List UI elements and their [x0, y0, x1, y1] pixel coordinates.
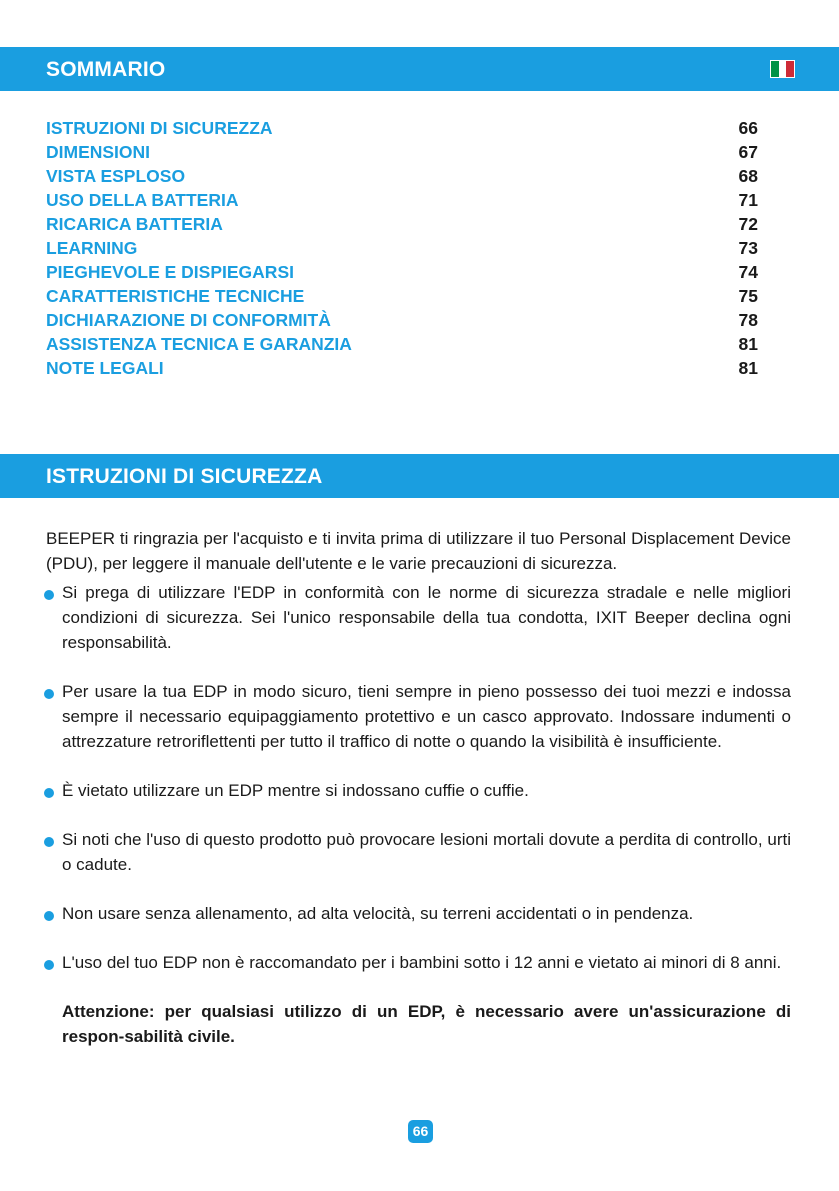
toc-item-page: 72	[738, 214, 758, 234]
bullet-dot-icon	[44, 960, 54, 970]
list-item	[28, 778, 791, 803]
toc-item-page: 67	[738, 142, 758, 162]
toc-item[interactable]	[46, 260, 758, 284]
list-item-text: Si prega di utilizzare l'EDP in conformità con le norme di sicurezza stradale e nelle migliori condizioni di sicurezza. Sei l'unico responsabile della tua condotta, IXIT Beeper declina ogni responsabilità.	[62, 583, 791, 652]
toc-item[interactable]	[46, 332, 758, 356]
insurance-warning: Attenzione: per qualsiasi utilizzo di un EDP, è necessario avere un'assicurazione di respon-sabilità civile.	[62, 1002, 791, 1046]
toc-item-page: 75	[738, 286, 758, 306]
toc-item-label: ISTRUZIONI DI SICUREZZA	[46, 118, 273, 138]
list-item	[28, 679, 791, 754]
toc-item-label: PIEGHEVOLE E DISPIEGARSI	[46, 262, 294, 282]
list-item	[28, 827, 791, 877]
toc-item-label: VISTA ESPLOSO	[46, 166, 186, 186]
toc-item-label: NOTE LEGALI	[46, 358, 164, 378]
toc-item[interactable]	[46, 212, 758, 236]
toc-item-page: 78	[738, 310, 758, 330]
toc-item[interactable]	[46, 116, 758, 140]
toc-item[interactable]	[46, 188, 758, 212]
table-of-contents	[46, 116, 758, 380]
list-item-text: Si noti che l'uso di questo prodotto può provocare lesioni mortali dovute a perdita di controllo, urti o cadute.	[62, 830, 791, 874]
toc-item-label: DICHIARAZIONE DI CONFORMITÀ	[46, 310, 331, 330]
list-item	[28, 580, 791, 655]
list-item-text: L'uso del tuo EDP non è raccomandato per i bambini sotto i 12 anni e vietato ai minori di 8 anni.	[62, 953, 782, 972]
page-number-badge: 66	[408, 1120, 433, 1143]
toc-item[interactable]	[46, 308, 758, 332]
toc-item-page: 73	[738, 238, 758, 258]
intro-paragraph: BEEPER ti ringrazia per l'acquisto e ti invita prima di utilizzare il tuo Personal Displacement Device (PDU), per leggere il manuale dell'utente e le varie precauzioni di sicurezza.	[46, 529, 791, 573]
bullet-dot-icon	[44, 689, 54, 699]
toc-item[interactable]	[46, 164, 758, 188]
toc-item-label: USO DELLA BATTERIA	[46, 190, 239, 210]
toc-item-label: LEARNING	[46, 238, 138, 258]
toc-item-page: 81	[738, 334, 758, 354]
toc-item-page: 74	[738, 262, 758, 282]
toc-item-page: 71	[738, 190, 758, 210]
toc-item[interactable]	[46, 356, 758, 380]
bullet-dot-icon	[44, 837, 54, 847]
toc-item[interactable]	[46, 236, 758, 260]
toc-item-label: DIMENSIONI	[46, 142, 151, 162]
toc-item-label: ASSISTENZA TECNICA E GARANZIA	[46, 334, 352, 354]
list-item-text: Non usare senza allenamento, ad alta velocità, su terreni accidentati o in pendenza.	[62, 904, 694, 923]
list-item	[28, 901, 791, 926]
bullet-dot-icon	[44, 788, 54, 798]
toc-item[interactable]	[46, 284, 758, 308]
safety-list	[28, 580, 791, 1049]
list-item-text: È vietato utilizzare un EDP mentre si indossano cuffie o cuffie.	[62, 781, 529, 800]
summary-title: SOMMARIO	[46, 58, 166, 81]
toc-item-page: 68	[738, 166, 758, 186]
toc-item-page: 81	[738, 358, 758, 378]
toc-item-label: CARATTERISTICHE TECNICHE	[46, 286, 305, 306]
toc-item-label: RICARICA BATTERIA	[46, 214, 223, 234]
safety-header	[0, 454, 839, 498]
list-item-text: Per usare la tua EDP in modo sicuro, tieni sempre in pieno possesso dei tuoi mezzi e indossa sempre il necessario equipaggiamento protettivo e un casco approvato. Indossare indumenti o attrezzature retroriflettenti per tutto il traffico di notte o quando la visibilità è insufficiente.	[62, 682, 791, 751]
safety-title: ISTRUZIONI DI SICUREZZA	[46, 465, 323, 488]
summary-header	[0, 47, 839, 91]
toc-item[interactable]	[46, 140, 758, 164]
italian-flag-icon	[770, 60, 795, 78]
bullet-dot-icon	[44, 590, 54, 600]
bullet-dot-icon	[44, 911, 54, 921]
list-item	[28, 950, 791, 975]
toc-item-page: 66	[738, 118, 758, 138]
